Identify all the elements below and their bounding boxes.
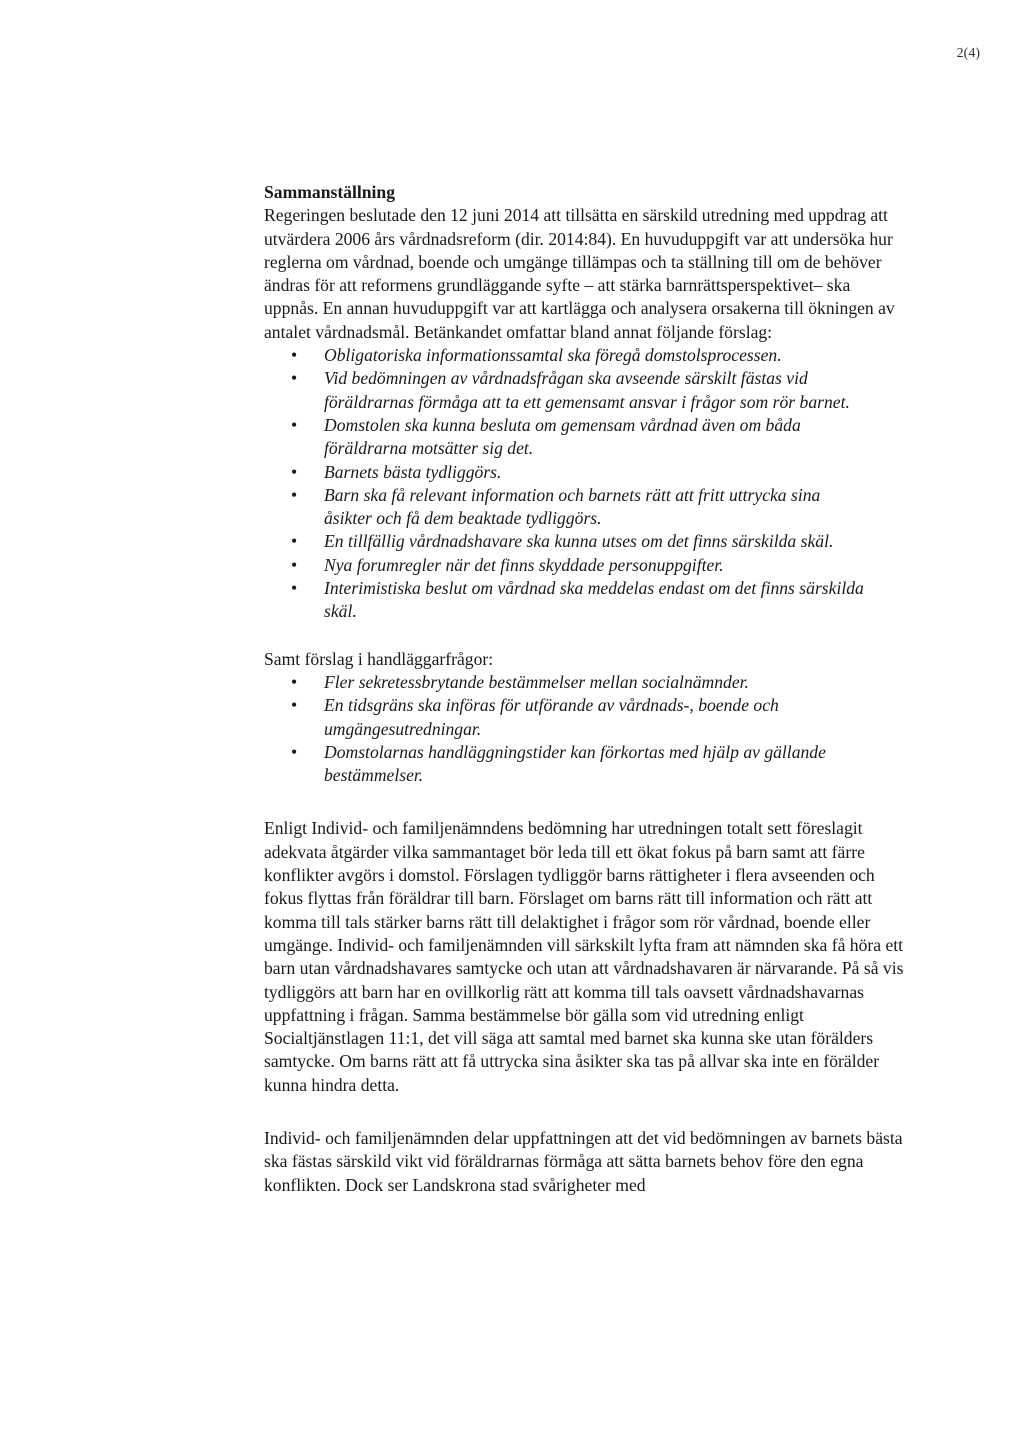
list-item: • En tidsgräns ska införas för utförande av vårdnads-, boende och umgängesutredningar. [264, 694, 864, 741]
list-item: • Interimistiska beslut om vårdnad ska meddelas endast om det finns särskilda skäl. [264, 577, 864, 624]
list-item: • Barnets bästa tydliggörs. [264, 461, 864, 484]
list-item: • Domstolarnas handläggningstider kan förkortas med hjälp av gällande bestämmelser. [264, 741, 864, 788]
document-body [264, 181, 904, 1197]
assessment-paragraph: Enligt Individ- och familjenämndens bedömning har utredningen totalt sett föreslagit adekvata åtgärder vilka sammantaget bör leda till ett ökat fokus på barn samt att färre konflikter avgörs i domstol. Förslagen tydliggör barns rättigheter i flera avseenden och fokus flyttas från föräldrar till barn. Förslaget om barns rätt till information och rätt att komma till tals stärker barns rätt till delaktighet i frågor som rör vårdnad, boende eller umgänge. Individ- och familjenämnden vill särkskilt lyfta fram att nämnden ska få höra ett barn utan vårdnadshavares samtycke och utan att vårdnadshavaren är närvarande. På så vis tydliggörs att barn har en ovillkorlig rätt att komma till tals oavsett vårdnadshavarnas uppfattning i frågan. Samma bestämmelse bör gälla som vid utredning enligt Socialtjänstlagen 11:1, det vill säga att samtal med barnet ska kunna ske utan förälders samtycke. Om barns rätt att få uttrycka sina åsikter ska tas på allvar ska inte en förälder kunna hindra detta. [264, 818, 904, 1095]
list-item: • Obligatoriska informationssamtal ska föregå domstolsprocessen. [264, 344, 864, 367]
list-item: • En tillfällig vårdnadshavare ska kunna utses om det finns särskilda skäl. [264, 530, 864, 553]
handling-proposals-list [264, 671, 904, 787]
list-item: • Domstolen ska kunna besluta om gemensam vårdnad även om båda föräldrarna motsätter sig det. [264, 414, 864, 461]
proposals-list [264, 344, 904, 624]
section-heading: Sammanställning [264, 182, 396, 202]
handling-heading: Samt förslag i handläggarfrågor: [264, 648, 494, 669]
list-item: • Nya forumregler när det finns skyddade personuppgifter. [264, 554, 864, 577]
list-item: • Fler sekretessbrytande bestämmelser mellan socialnämnder. [264, 671, 864, 694]
page-number: 2(4) [956, 46, 980, 61]
list-item: • Vid bedömningen av vårdnadsfrågan ska avseende särskilt fästas vid föräldrarnas förmåga att ta ett gemensamt ansvar i frågor som rör barnet. [264, 367, 864, 414]
list-item: • Barn ska få relevant information och barnets rätt att fritt uttrycka sina åsikter och få dem beaktade tydliggörs. [264, 484, 864, 531]
intro-paragraph: Regeringen beslutade den 12 juni 2014 att tillsätta en särskild utredning med uppdrag att utvärdera 2006 års vårdnadsreform (dir. 2014:84). En huvuduppgift var att undersöka hur reglerna om vårdnad, boende och umgänge tillämpas och ta ställning till om de behöver ändras för att reformens grundläggande syfte – att stärka barnrättsperspektivet– ska uppnås. En annan huvuduppgift var att kartlägga och analysera orsakerna till ökningen av antalet vårdnadsmål. Betänkandet omfattar bland annat följande förslag: [264, 205, 895, 342]
closing-paragraph: Individ- och familjenämnden delar uppfattningen att det vid bedömningen av barnets bästa ska fästas särskild vikt vid föräldrarnas förmåga att sätta barnets behov före den egna konflikten. Dock ser Landskrona stad svårigheter med [264, 1127, 903, 1195]
